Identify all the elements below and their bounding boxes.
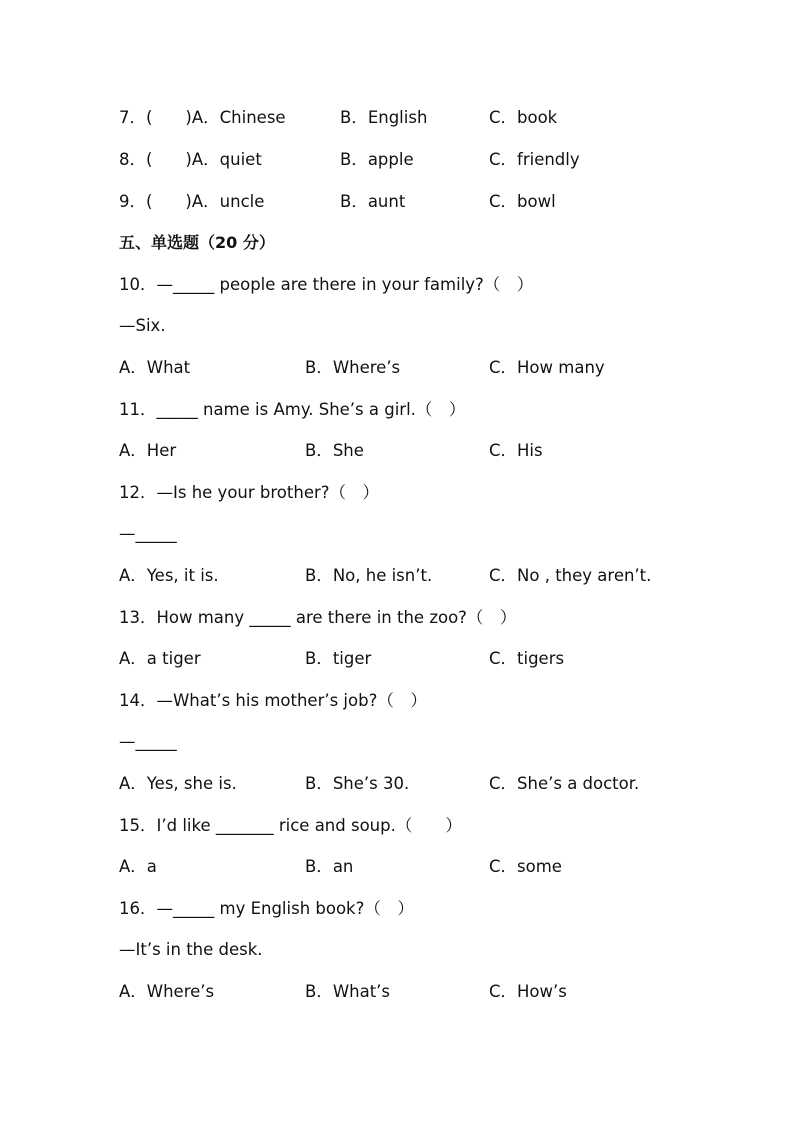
question-9-option-b: B．aunt [340, 192, 406, 211]
question-7-option-a: 7．( )A．Chinese [119, 108, 286, 127]
question-12-option-c: C．No , they aren’t. [489, 566, 652, 585]
question-13-options [119, 647, 565, 671]
question-8 [119, 148, 580, 172]
question-16-option-c: C．How’s [489, 982, 567, 1001]
question-7-option-c: C．book [489, 108, 558, 127]
question-10-option-b: B．Where’s [305, 358, 401, 377]
question-7 [119, 106, 558, 130]
section-title: 五、单选题（20 分） [119, 233, 275, 252]
question-10-options [119, 356, 605, 380]
question-11-option-b: B．She [305, 441, 364, 460]
question-14-option-c: C．She’s a doctor. [489, 774, 640, 793]
question-12-option-b: B．No, he isn’t. [305, 566, 433, 585]
question-12-options [119, 564, 652, 588]
question-16-option-b: B．What’s [305, 982, 391, 1001]
question-8-option-a: 8．( )A．quiet [119, 150, 262, 169]
question-8-option-c: C．friendly [489, 150, 580, 169]
question-16-answer-line: —It’s in the desk. [119, 940, 263, 959]
question-16-options [119, 980, 567, 1004]
question-11-stem: 11．_____ name is Amy. She’s a girl.（ ） [119, 400, 466, 419]
question-13-option-a: A．a tiger [119, 649, 201, 668]
question-14-answer-line: —_____ [119, 732, 177, 751]
question-16-stem: 16．—_____ my English book?（ ） [119, 899, 414, 918]
question-10-option-a: A．What [119, 358, 191, 377]
question-11-option-c: C．His [489, 441, 543, 460]
question-14-option-b: B．She’s 30. [305, 774, 410, 793]
question-8-option-b: B．apple [340, 150, 414, 169]
question-9 [119, 190, 556, 214]
question-16-option-a: A．Where’s [119, 982, 215, 1001]
question-14-options [119, 772, 640, 796]
question-14-stem: 14．—What’s his mother’s job?（ ） [119, 691, 427, 710]
question-12-stem: 12．—Is he your brother?（ ） [119, 483, 380, 502]
question-15-option-b: B．an [305, 857, 354, 876]
question-10-answer-line: —Six. [119, 316, 166, 335]
question-15-option-c: C．some [489, 857, 562, 876]
question-7-option-b: B．English [340, 108, 428, 127]
question-11-option-a: A．Her [119, 441, 177, 460]
question-11-options [119, 439, 543, 463]
question-13-stem: 13．How many _____ are there in the zoo?（ ） [119, 608, 517, 627]
question-15-option-a: A．a [119, 857, 157, 876]
question-9-option-c: C．bowl [489, 192, 556, 211]
question-10-option-c: C．How many [489, 358, 605, 377]
question-9-option-a: 9．( )A．uncle [119, 192, 265, 211]
question-10-stem: 10．—_____ people are there in your family?（ ） [119, 275, 534, 294]
question-15-stem: 15．I’d like _______ rice and soup.（ ） [119, 816, 462, 835]
question-12-option-a: A．Yes, it is. [119, 566, 219, 585]
question-14-option-a: A．Yes, she is. [119, 774, 237, 793]
question-13-option-b: B．tiger [305, 649, 372, 668]
question-13-option-c: C．tigers [489, 649, 565, 668]
question-15-options [119, 855, 562, 879]
question-12-answer-line: —_____ [119, 524, 177, 543]
